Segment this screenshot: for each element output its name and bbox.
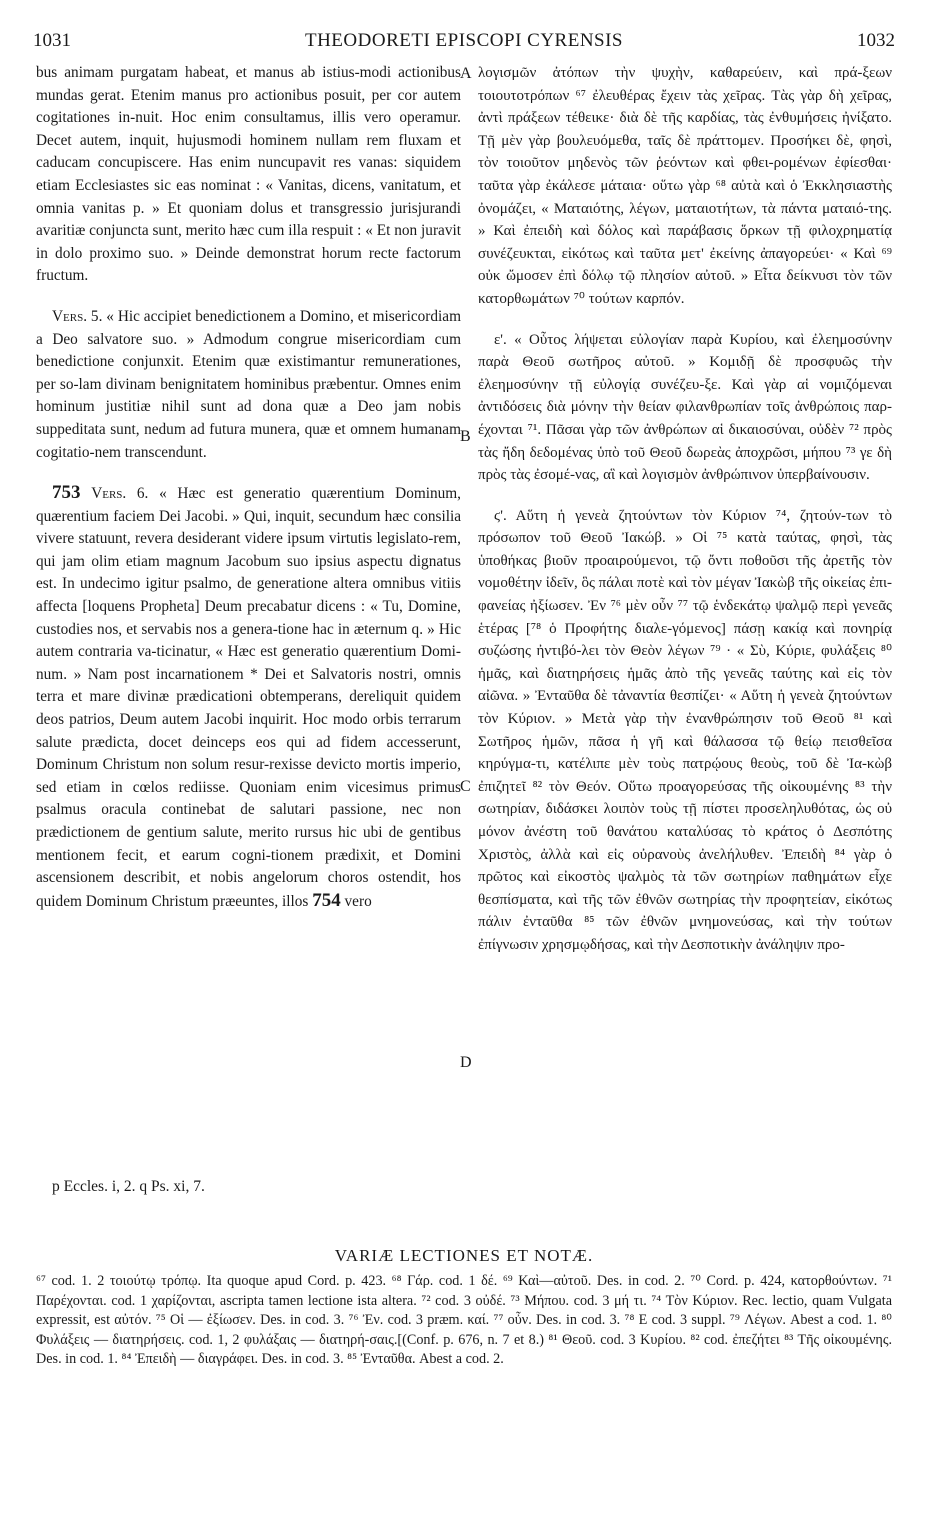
greek-paragraph-1: λογισμῶν ἀτόπων τὴν ψυχὴν, καθαρεύειν, καὶ πρά-ξεων τοιουτοτρόπων ⁶⁷ ἐλευθέρας ἔχειν τὰς χεῖρας. Τὰς γὰρ δὴ χεῖρας, ἀντὶ πράξεων τέθεικε· διὰ δὲ τῆς καρδίας, τὰς ἐνθυμήσεις ἠνίξατο. Τῇ μὲν γὰρ βουλευόμεθα, ταῖς δὲ πράττομεν. Προσήκει δὲ, φησὶ, τὸν τοιοῦτον μηδενὸς τῶν ῥεόντων καὶ φθει-ρομένων ἐφίεσθαι· ταῦτα γὰρ ἐκάλεσε μάταια· οὕτω γὰρ ⁶⁸ αὐτὰ καὶ ὁ Ἐκκλησιαστὴς ὀνομάζει, « Ματαιότης, λέγων, ματαιοτήτων, τὰ πάντα ματαιό-της. » Καὶ ἐπειδὴ καὶ δόλος καὶ παράβασις ὅρκων τῇ φιλοχρηματίᾳ συνέζευκται, εἰκότως καὶ ταῦτα μετ' ἐκείνης ἀπαγορεύει· « Καὶ ⁶⁹ οὐκ ὤμοσεν ἐπὶ δόλῳ τῷ πλησίον αὐτοῦ. » Εἶτα δείκνυσι τὸν τῶν κατορθωμάτων ⁷⁰ τούτων καρπόν. [478,65,892,307]
scripture-references: p Eccles. i, 2. q Ps. xi, 7. [52,1178,205,1195]
verse-label: ε'. [494,331,507,348]
page-number-left: 1031 [33,30,71,51]
page-header [33,30,895,58]
greek-paragraph-2 [478,329,892,487]
latin-column [36,62,461,913]
verse-label: ϛ'. [494,507,507,524]
greek-paragraph-3-text: Αὕτη ἡ γενεὰ ζητούντων τὸν Κύριον ⁷⁴, ζητούν-των τὸ πρόσωπον τοῦ Θεοῦ Ἰακώβ. » Οἱ ⁷⁵ κατὰ ταύτας, φησὶ, τὰς ὑποθήκας βιοῦν προαιρούμενοι, τῷ ὄντι ποθοῦσι τῆς ἀρετῆς τὸν νομοθέτην ἰδεῖν, ὃς πάλαι ποτὲ καὶ τὸν μέγαν Ἰακὼβ τῆς οἰκείας ἐπι-φανείας ἠξίωσεν. Ἐν ⁷⁶ μὲν οὖν ⁷⁷ τῷ ἑνδεκάτῳ ψαλμῷ περὶ γενεᾶς ἑτέρας [⁷⁸ ὁ Προφήτης διαλε-γόμενος] πάσῃ κακίᾳ καὶ πονηρίᾳ συζώσης ἠντιβό-λει τὸν Θεὸν λέγων ⁷⁹ · « Σὺ, Κύριε, φυλάξεις ⁸⁰ ἡμᾶς, καὶ διατηρήσεις ἡμᾶς ἀπὸ τῆς γενεᾶς ταύτης καὶ εἰς τὸν αἰῶνα. » Ἐνταῦθα δὲ τἀναντία θεσπίζει· « Αὕτη ἡ γενεὰ ζητούντων τὸν Κύριον. » Μετὰ γὰρ τὴν ἐνανθρώπησιν τοῦ Θεοῦ ⁸¹ καὶ Σωτῆρος ἡμῶν, πᾶσα ἡ γῆ καὶ θάλασσα τῷ θείῳ πεισθεῖσα κηρύγμα-τι, κατέλιπε μὲν τοὺς πατρῴους θεοὺς, τοῦ δὲ Ἰα-κὼβ ἐπιζητεῖ ⁸² τὸν Θεόν. Οὕτω προαγορεύσας τῆς οἰκουμένης ⁸³ τὴν σωτηρίαν, διδάσκει λοιπὸν τοὺς τῇ πίστει προσεληλυθότας, ὡς οὐ μόνον ἀνέστη τοῦ θανάτου καταλύσας τὸ κράτος ὁ Δεσπότης Χριστὸς, ἀλλὰ καὶ εἰς οὐρανοὺς ἀνελήλυθεν. Ἐπειδὴ ⁸⁴ γὰρ ὁ πρῶτος καὶ εἰκοστὸς ψαλμὸς τὰ τῶν σωτηρίων παθημάτων εἶχε θεσπίσματα, καὶ τῆς τῶν ἐθνῶν σωτηρίας τὴν προφητείαν, εἰκότως πάλιν ἐνταῦθα ⁸⁵ τῶν ἐθνῶν μνημονεύσας, καὶ τὴν τούτων ἐπίγνωσιν χρησμῳδήσας, καὶ τὴν Δεσποτικὴν ἀνάληψιν προ- [478,507,892,953]
latin-paragraph-1: bus animam purgatam habeat, et manus ab istius-modi actionibus mundas gerat. Etenim manus pro actionibus posuit, per cor autem cogitationes in-nuit. Hoc enim consultamus, illis vero operamur. Decet autem, inquit, hujusmodi hominem nullam rem fluxam et caducam concupiscere. Has enim nuncupavit res vanas: siquidem etiam Ecclesiastes sic eas nominat : « Vanitas, dicens, vanitatum, et omnia vanitas p. » Et quoniam dolus et transgressio jurisjurandi avaritiæ conjuncta sunt, merito hæc cum illa respuit : « Et non juravit in dolo proximo suo. » Deinde demonstrat horum recte factorum fructum. [36,64,461,285]
column-number: 754 [312,889,341,911]
variant-notes: ⁶⁷ cod. 1. 2 τοιούτῳ τρόπῳ. Ita quoque apud Cord. p. 423. ⁶⁸ Γάρ. cod. 1 δέ. ⁶⁹ Καὶ—αὐτοῦ. Des. in cod. 2. ⁷⁰ Cord. p. 424, κατορθούντων. ⁷¹ Παρέχονται. cod. 1 χαρίζονται, ascripta tamen lectione ista altera. ⁷² cod. 3 οὐδέ. ⁷³ Μήπου. cod. 3 μή τι. ⁷⁴ Τὸν Κύριον. Rec. lectio, quam Vulgata expressit, est αὐτόν. ⁷⁵ Οἱ — ἐξίωσεν. Des. in cod. 3. ⁷⁶ Ἐν. cod. 3 præm. καί. ⁷⁷ οὖν. Des. in cod. 3. ⁷⁸ E cod. 3 suppl. ⁷⁹ Λέγων. Abest a cod. 1. ⁸⁰ Φυλάξεις — διατηρήσεις. cod. 1, 2 φυλάξαις — διατηρή-σαις.[(Conf. p. 676, n. 7 et 8.) ⁸¹ Θεοῦ. cod. 3 Κυρίου. ⁸² cod. ἐπεζήτει ⁸³ Τῆς οἰκουμένης. Des. in cod. 1. ⁸⁴ Ἐπειδὴ — διαγράφει. Des. in cod. 3. ⁸⁵ Ἐνταῦθα. Abest a cod. 2. [36,1273,892,1367]
greek-paragraph-3 [478,505,892,957]
notes-title: VARIÆ LECTIONES ET NOTÆ. [334,1246,594,1265]
section-marker-b: B [460,428,471,445]
running-title: THEODORETI EPISCOPI CYRENSIS [304,30,624,51]
latin-paragraph-3-end: vero [344,892,372,910]
latin-paragraph-3 [36,482,461,913]
section-marker-d: D [460,1054,472,1071]
latin-paragraph-2 [36,306,461,464]
latin-paragraph-2-text: « Hic accipiet benedictionem a Domino, et misericordiam a Deo salvatore suo. » Admodum congrue misericordiam cum benedictione conjunxit. Etenim quæ existimantur remunerationes, per so-lam divinam benignitatem hominibus præbentur. Omnes enim hominum justitiæ nihil sunt ad dona quæ a Deo jam nobis suppeditata sunt, nedum ad futura munera, quæ et omnem humanam cogitatio-nem transcendunt. [36,307,461,461]
greek-column [478,62,892,957]
verse-label: Vers. 5. [52,307,103,325]
section-marker-c: C [460,778,471,795]
latin-paragraph-3-text: « Hæc est generatio quærentium Dominum, quærentium faciem Dei Jacobi. » Qui, inquit, secundum hæc consilia vivere statuunt, revera desiderant videre ipsum virtutis legislato-rem, qui jam olim etiam magnum Jacobum suo ipsius aspectu dignatus est. In undecimo igitur psalmo, de generatione altera omnibus vitiis affecta [loquens Propheta] Deum precabatur dicens : « Tu, Domine, custodies nos, et servabis nos a genera-tione hac in æternum q. » Hic autem contraria va-ticinatur, « Hæc est generatio quærentium Domi-num. » Nam post incarnationem * Dei et Salvatoris nostri, omnis terra et mare divinæ prædicationi obtemperans, dereliquit quidem deos patrios, Deum autem Jacobi inquirit. Hoc modo orbis terrarum salute prædicta, docet deinceps eos qui ad fidem accesserunt, Dominum Christum non solum resur-rexisse devicto mortis imperio, sed etiam in cœlos rediisse. Quoniam enim vicesimus primus psalmus oracula continebat de salutari passione, nec non prædictionem de gentium salute, merito rursus hic ubi de gentibus mentionem fecit, et earum cogni-tionem prædixit, et Domini ascensionem describit, et nobis angelorum choros ostendit, hos quidem Dominum Christum præeuntes, illos [36,485,462,910]
column-number: 753 [52,482,81,504]
section-marker-a: A [460,65,472,82]
verse-label: Vers. 6. [91,485,149,503]
page-number-right: 1032 [857,30,895,51]
greek-paragraph-2-text: « Οὗτος λήψεται εὐλογίαν παρὰ Κυρίου, καὶ ἐλεημοσύνην παρὰ Θεοῦ σωτῆρος αὐτοῦ. » Κομιδῇ δὲ προσφυῶς τὴν ἐλεημοσύνην τῇ εὐλογίᾳ συνέζευ-ξε. Καὶ γὰρ αἱ νομιζόμεναι ἀντιδόσεις διὰ μόνην τὴν θείαν φιλανθρωπίαν τοῖς ἀνθρώποις παρ-έχονται ⁷¹. Πᾶσαι γὰρ τῶν ἀνθρώπων αἱ δικαιοσύναι, οὐδὲν ⁷² πρὸς τὰς ἤδη δεδομένας ὑπὸ τοῦ Θεοῦ δωρεὰς ἀποχρῶσι, μήπου ⁷³ γε δὴ πρὸς τὰς ἐσομέ-νας, αἳ καὶ λογισμὸν ἀνθρώπινον ὑπερβαίνουσιν. [478,331,892,484]
